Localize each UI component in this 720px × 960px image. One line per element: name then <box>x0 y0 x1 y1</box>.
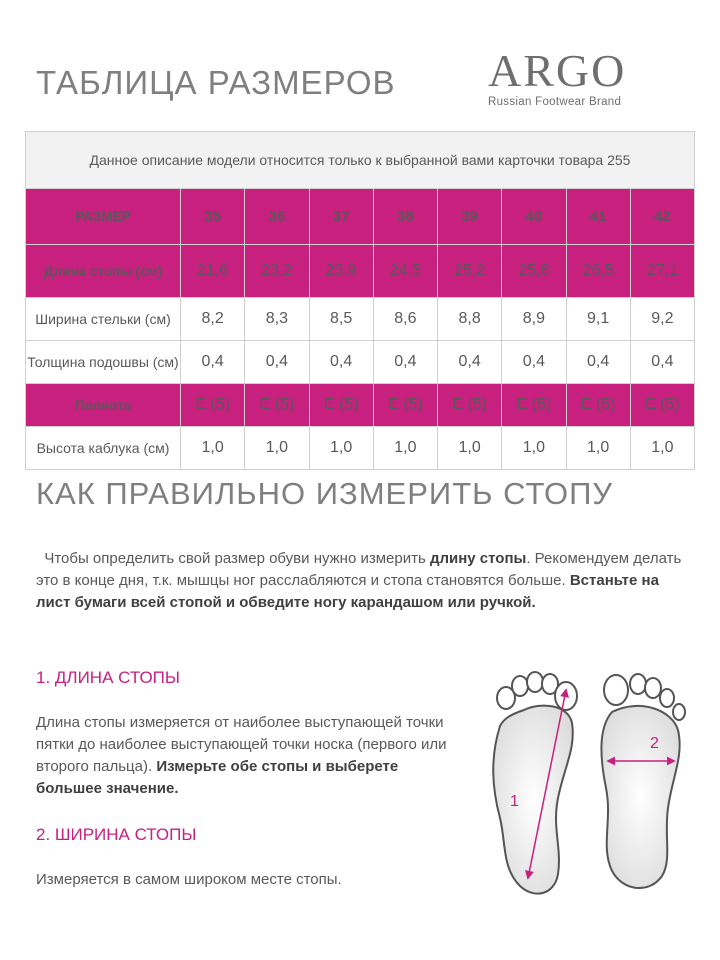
table-row-heel-height <box>26 427 695 470</box>
row-label: Полнота <box>26 384 181 427</box>
table-cell: 1,0 <box>630 427 694 470</box>
table-cell: E (5) <box>630 384 694 427</box>
table-cell: 37 <box>309 189 373 245</box>
table-cell: 0,4 <box>181 341 245 384</box>
table-cell: 8,3 <box>245 298 309 341</box>
table-row-sole-thickness <box>26 341 695 384</box>
table-cell: 8,8 <box>438 298 502 341</box>
table-row-fullness <box>26 384 695 427</box>
foot-width-heading: 2. ШИРИНА СТОПЫ <box>36 825 197 844</box>
table-cell: 1,0 <box>309 427 373 470</box>
table-cell: 9,2 <box>630 298 694 341</box>
table-cell: E (5) <box>373 384 437 427</box>
row-label: Высота каблука (см) <box>26 427 181 470</box>
right-foot-icon <box>601 674 685 888</box>
table-caption: Данное описание модели относится только к выбранной вами карточки товара 255 <box>26 132 695 189</box>
table-cell: 23,9 <box>309 245 373 298</box>
table-cell: E (5) <box>566 384 630 427</box>
table-cell: 1,0 <box>502 427 566 470</box>
table-cell: 0,4 <box>630 341 694 384</box>
foot-length-description <box>36 712 456 800</box>
foot-length-bold-text: Измерьте обе стопы и выберете большее значение. <box>36 758 399 797</box>
table-cell: 8,5 <box>309 298 373 341</box>
foot-length-text: Длина стопы измеряется от наиболее выступающей точки пятки до наиболее выступающей точки носка (первого или второго пальца). <box>36 714 447 775</box>
table-cell: 25,8 <box>502 245 566 298</box>
table-cell: 9,1 <box>566 298 630 341</box>
intro-text: Чтобы определить свой размер обуви нужно измерить <box>44 550 430 567</box>
brand-logo <box>488 45 648 108</box>
table-cell: E (5) <box>438 384 502 427</box>
figure-label-2: 2 <box>650 735 659 752</box>
size-table <box>25 131 695 470</box>
table-cell: 24,5 <box>373 245 437 298</box>
foot-length-heading: 1. ДЛИНА СТОПЫ <box>36 668 180 687</box>
intro-paragraph <box>36 548 696 614</box>
table-cell: 0,4 <box>502 341 566 384</box>
table-row-insole-width <box>26 298 695 341</box>
figure-label-1: 1 <box>510 793 519 810</box>
table-cell: 42 <box>630 189 694 245</box>
table-row-foot-length <box>26 245 695 298</box>
table-cell: 1,0 <box>181 427 245 470</box>
table-cell: 1,0 <box>245 427 309 470</box>
table-cell: 8,2 <box>181 298 245 341</box>
table-cell: E (5) <box>181 384 245 427</box>
table-cell: E (5) <box>502 384 566 427</box>
table-cell: 25,2 <box>438 245 502 298</box>
table-cell: 39 <box>438 189 502 245</box>
row-label: РАЗМЕР <box>26 189 181 245</box>
table-cell: 0,4 <box>309 341 373 384</box>
table-cell: 8,6 <box>373 298 437 341</box>
foot-width-description: Измеряется в самом широком месте стопы. <box>36 871 342 888</box>
table-cell: 1,0 <box>566 427 630 470</box>
table-cell: 0,4 <box>245 341 309 384</box>
foot-measurement-illustration <box>480 668 700 908</box>
table-cell: E (5) <box>309 384 373 427</box>
page-title: ТАБЛИЦА РАЗМЕРОВ <box>36 64 396 101</box>
table-caption-row <box>26 132 695 189</box>
table-cell: 23,2 <box>245 245 309 298</box>
intro-bold-text: длину стопы <box>429 550 527 567</box>
brand-name: ARGO <box>488 45 627 96</box>
table-cell: 0,4 <box>438 341 502 384</box>
table-cell: 1,0 <box>373 427 437 470</box>
table-cell: 0,4 <box>373 341 437 384</box>
table-cell: 27,1 <box>630 245 694 298</box>
row-label: Толщина подошвы (см) <box>26 341 181 384</box>
table-cell: 0,4 <box>566 341 630 384</box>
table-cell: 36 <box>245 189 309 245</box>
table-row-size <box>26 189 695 245</box>
row-label: Ширина стельки (см) <box>26 298 181 341</box>
section-title: КАК ПРАВИЛЬНО ИЗМЕРИТЬ СТОПУ <box>36 476 614 511</box>
table-cell: E (5) <box>245 384 309 427</box>
left-foot-icon <box>493 672 577 894</box>
table-cell: 8,9 <box>502 298 566 341</box>
table-cell: 41 <box>566 189 630 245</box>
table-cell: 21,6 <box>181 245 245 298</box>
brand-tagline: Russian Footwear Brand <box>488 96 622 108</box>
table-cell: 35 <box>181 189 245 245</box>
table-cell: 38 <box>373 189 437 245</box>
intro-bold-text: Встаньте на лист бумаги всей стопой и обведите ногу карандашом или ручкой. <box>36 572 659 611</box>
table-cell: 1,0 <box>438 427 502 470</box>
intro-text: . Рекомендуем делать это в конце дня, т.к. мышцы ног расслабляются и стопа становятся больше. <box>36 550 682 589</box>
table-cell: 26,5 <box>566 245 630 298</box>
table-cell: 40 <box>502 189 566 245</box>
row-label: Длина стопы (см) <box>26 245 181 298</box>
